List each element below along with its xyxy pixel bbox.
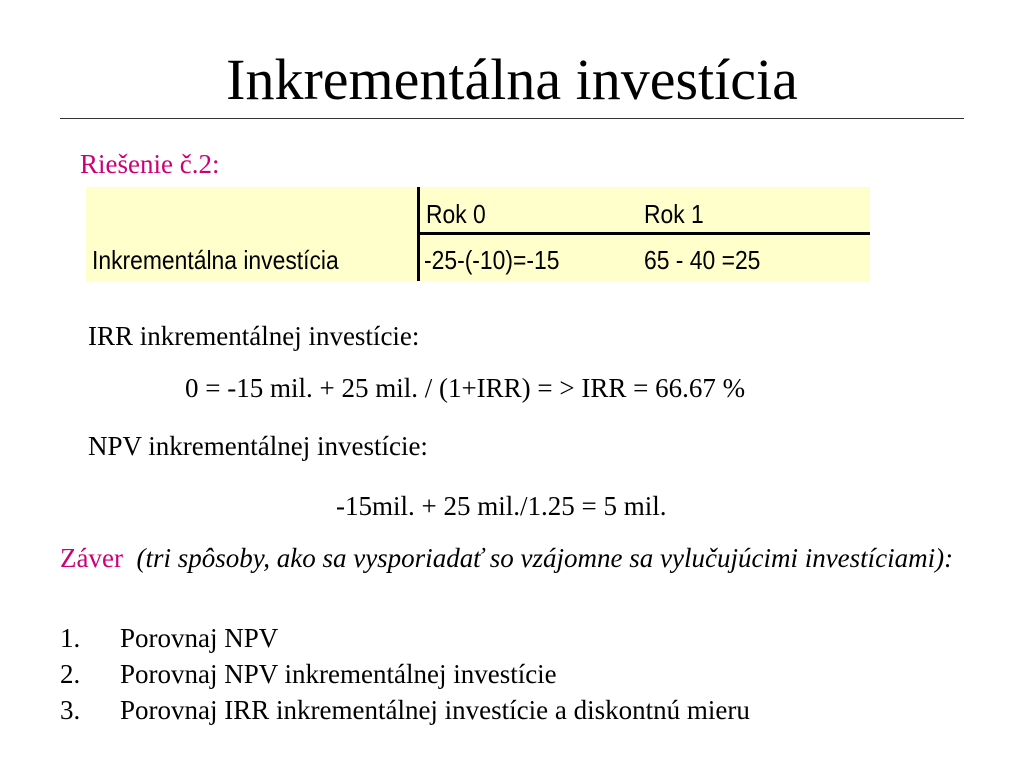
conclusion-description: (tri spôsoby, ako sa vysporiadať so vzájomne sa vylučujúcimi investíciami): xyxy=(136,543,954,573)
list-item-number: 2. xyxy=(60,659,81,689)
list-item-text: Porovnaj NPV xyxy=(120,623,279,653)
list-item xyxy=(60,656,750,692)
conclusion-label: Záver xyxy=(60,543,123,573)
list-item-text: Porovnaj IRR inkrementálnej investície a diskontnú mieru xyxy=(120,695,750,725)
header-year-1: Rok 1 xyxy=(644,199,704,229)
cash-flow-table xyxy=(86,187,870,281)
list-item-number: 3. xyxy=(60,695,81,725)
slide-title: Inkrementálna investícia xyxy=(226,47,798,112)
conclusion-paragraph xyxy=(60,540,1000,576)
npv-formula: -15mil. + 25 mil./1.25 = 5 mil. xyxy=(336,491,667,521)
row-label: Inkrementálna investícia xyxy=(92,245,339,275)
irr-formula: 0 = -15 mil. + 25 mil. / (1+IRR) = > IRR = 66.67 % xyxy=(185,373,746,403)
list-item-text: Porovnaj NPV inkrementálnej investície xyxy=(120,659,557,689)
conclusion-steps-list xyxy=(60,620,750,728)
title-divider xyxy=(60,118,964,119)
irr-heading: IRR inkrementálnej investície: xyxy=(88,321,420,351)
npv-heading: NPV inkrementálnej investície: xyxy=(88,431,428,461)
list-item xyxy=(60,620,750,656)
list-item xyxy=(60,692,750,728)
header-year-0: Rok 0 xyxy=(426,199,486,229)
row-value-year-1: 65 - 40 =25 xyxy=(644,245,761,275)
row-value-year-0: -25-(-10)=-15 xyxy=(424,245,560,275)
list-item-number: 1. xyxy=(60,623,81,653)
solution-subtitle: Riešenie č.2: xyxy=(80,149,220,179)
